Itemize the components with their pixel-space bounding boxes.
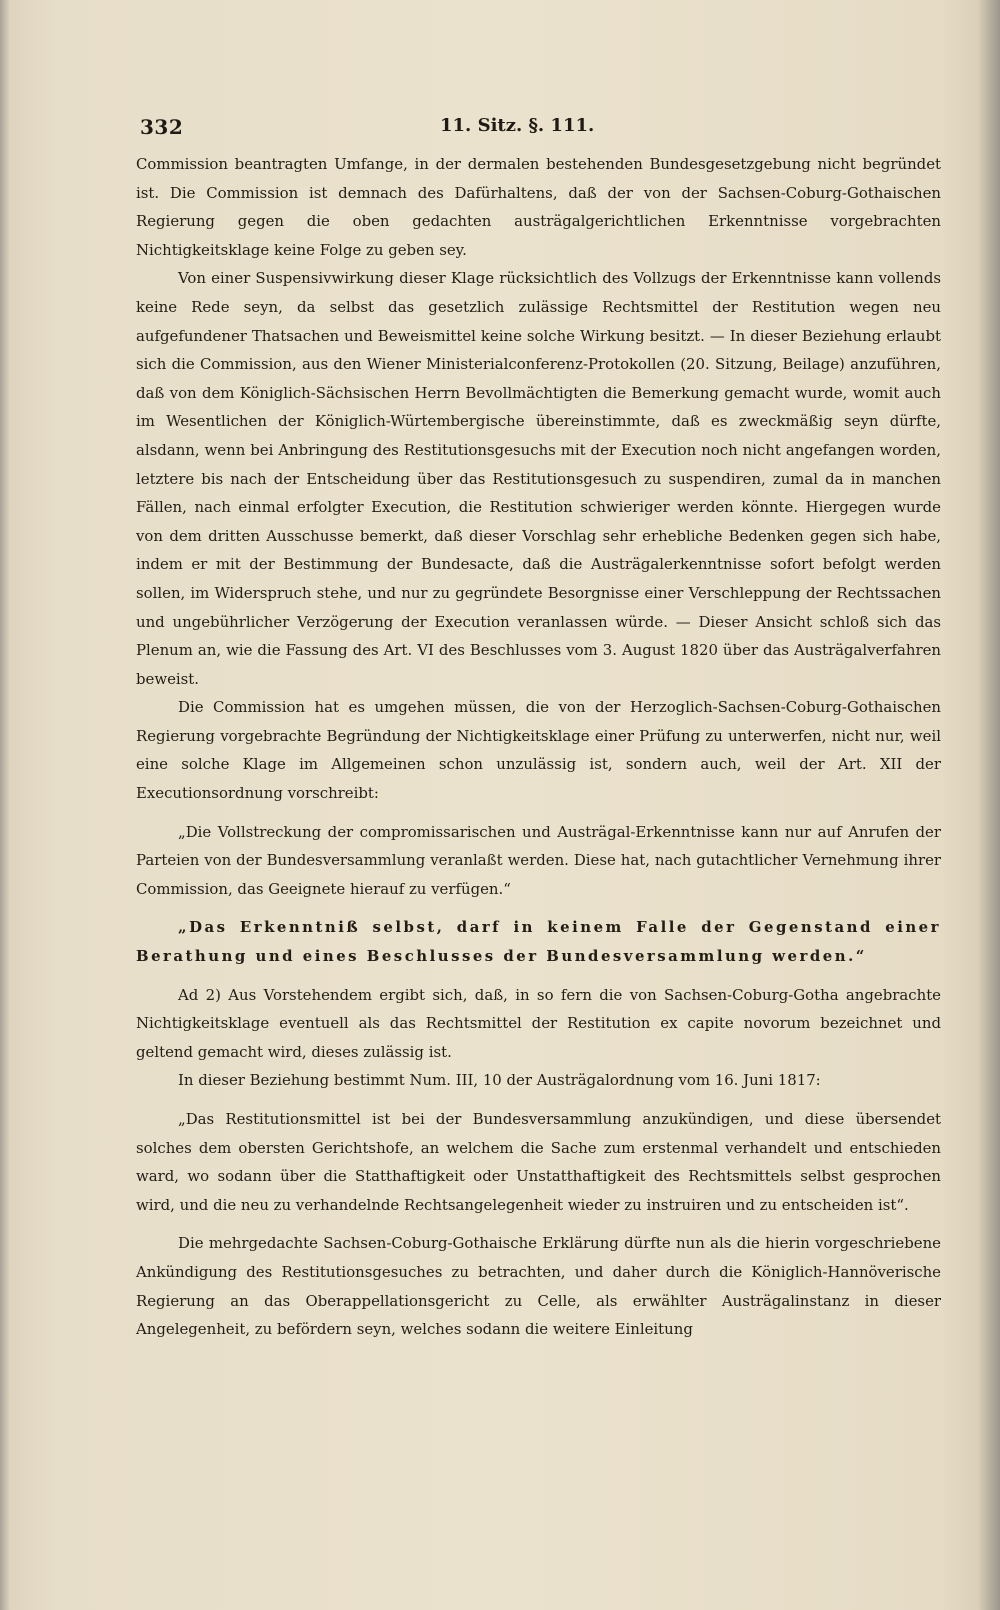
- quote-erkenntniss: „Das Erkenntniß selbst, darf in keinem Falle der Gegenstand einer Berathung und eines Beschlusses der Bundesversammlung werden.“: [136, 918, 941, 966]
- paragraph-ad-2: Ad 2) Aus Vorstehendem ergibt sich, daß, in so fern die von Sachsen-Coburg-Gotha angebrachte Nichtigkeitsklage eventuell als das Rechtsmittel der Restitution ex capite novorum bezeichnet und geltend gemacht wird, dieses zulässig ist.: [136, 985, 941, 1061]
- paragraph-continuation: Commission beantragten Umfange, in der dermalen bestehenden Bundesgesetzgebung nicht begründet ist. Die Commission ist demnach des Dafürhaltens, daß der von der Sachsen-Coburg-Gothaischen Regierung gegen die oben gedachten austrägalgerichtlichen Erkenntnisse vorgebrachten Nichtigkeitsklage keine Folge zu geben sey.: [136, 155, 941, 259]
- quote-restitutionsmittel: „Das Restitutionsmittel ist bei der Bundesversammlung anzukündigen, und diese übersendet solches dem obersten Gerichtshofe, an welchem die Sache zum erstenmal verhandelt und entschieden ward, wo sodann über die Statthaftigkeit oder Unstatthaftigkeit des Rechtsmittels selbst gesprochen wird, und die neu zu verhandelnde Rechtsangelegenheit wieder zu instruiren und zu entscheiden ist“.: [136, 1110, 941, 1214]
- paragraph-erklaerung: Die mehrgedachte Sachsen-Coburg-Gothaische Erklärung dürfte nun als die hierin vorgeschriebene Ankündigung des Restitutionsgesuches zu betrachten, und daher durch die Königlich-Hannöverische Regierung an das Oberappellationsgericht zu Celle, als erwählter Austrägalinstanz in dieser Angelegenheit, zu befördern seyn, welches sodann die weitere Einleitung: [136, 1234, 941, 1339]
- page-header: [138, 115, 938, 143]
- scan-shadow-left: [0, 0, 10, 1610]
- scan-shadow-right: [978, 0, 1000, 1610]
- quote-vollstreckung: „Die Vollstreckung der compromissarischen und Austrägal-Erkenntnisse kann nur auf Anrufen der Parteien von der Bundesversammlung veranlaßt werden. Diese hat, nach gutachtlicher Vernehmung ihrer Commission, das Geeignete hierauf zu verfügen.“: [136, 822, 941, 898]
- paragraph-austraegalordnung: In dieser Beziehung bestimmt Num. III, 10 der Austrägalordnung vom 16. Juni 1817:: [178, 1071, 821, 1090]
- body-text: [136, 150, 941, 1344]
- page-number: 332: [140, 115, 184, 139]
- running-head: 11. Sitz. §. 111.: [440, 115, 595, 136]
- paragraph-suspensivwirkung: Von einer Suspensivwirkung dieser Klage rücksichtlich des Vollzugs der Erkenntnisse kann vollends keine Rede seyn, da selbst das gesetzlich zulässige Rechtsmittel der Restitution wegen neu aufgefundener Thatsachen und Beweismittel keine solche Wirkung besitzt. — In dieser Beziehung erlaubt sich die Commission, aus den Wiener Ministerialconferenz-Protokollen (20. Sitzung, Beilage) anzuführen, daß von dem Königlich-Sächsischen Herrn Bevollmächtigten die Bemerkung gemacht wurde, womit auch im Wesentlichen der Königlich-Würtembergische übereinstimmte, daß es zweckmäßig seyn dürfte, alsdann, wenn bei Anbringung des Restitutionsgesuchs mit der Execution noch nicht angefangen worden, letztere bis nach der Entscheidung über das Restitutionsgesuch zu suspendiren, zumal da in manchen Fällen, nach einmal erfolgter Execution, die Restitution schwieriger werden könnte. Hiergegen wurde von dem dritten Ausschusse bemerkt, daß dieser Vorschlag sehr erhebliche Bedenken gegen sich habe, indem er mit der Bestimmung der Bundesacte, daß die Austrägalerkenntnisse sofort befolgt werden sollen, im Widerspruch stehe, und nur zu gegründete Besorgnisse einer Verschleppung der Rechtssachen und ungebührlicher Verzögerung der Execution veranlassen würde. — Dieser Ansicht schloß sich das Plenum an, wie die Fassung des Art. VI des Beschlusses vom 3. August 1820 über das Austrägalverfahren beweist.: [136, 269, 941, 688]
- paragraph-commission-pruefung: Die Commission hat es umgehen müssen, die von der Herzoglich-Sachsen-Coburg-Gothaischen Regierung vorgebrachte Begründung der Nichtigkeitsklage einer Prüfung zu unterwerfen, nicht nur, weil eine solche Klage im Allgemeinen schon unzulässig ist, sondern auch, weil der Art. XII der Executionsordnung vorschreibt:: [136, 698, 941, 803]
